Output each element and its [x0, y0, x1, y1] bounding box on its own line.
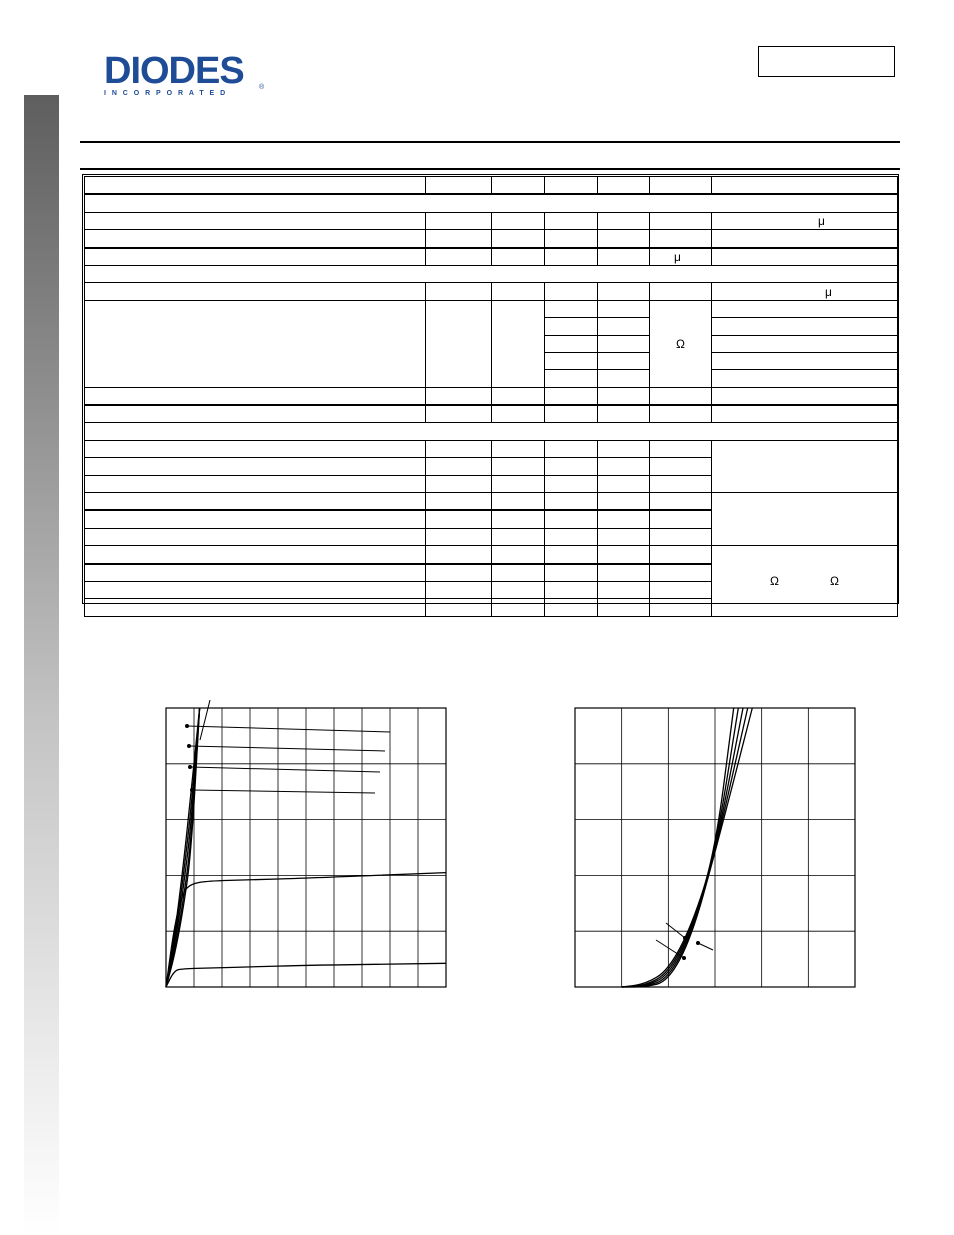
sidebar-gradient-bar — [24, 95, 59, 1235]
arrow-head — [185, 724, 189, 728]
micro-symbol: μ — [825, 284, 832, 299]
series-line — [166, 708, 200, 987]
table-row — [85, 230, 898, 248]
micro-symbol: μ — [818, 213, 825, 228]
part-number-box — [758, 46, 895, 77]
electrical-characteristics-table — [84, 176, 898, 617]
series-line — [622, 708, 753, 987]
section-row-dynamic — [85, 423, 898, 440]
arrow-head — [188, 765, 192, 769]
table-row — [85, 405, 898, 423]
header-rule-bottom — [80, 168, 900, 170]
chart-series-group — [622, 708, 753, 987]
series-line — [166, 708, 200, 987]
annotation-arrow — [666, 923, 685, 938]
table-row — [85, 300, 898, 317]
arrow-head — [696, 941, 700, 945]
arrow-head — [683, 936, 687, 940]
section-row-off — [85, 194, 898, 212]
table-row — [85, 493, 898, 511]
annotation-arrow — [187, 726, 390, 732]
omega-symbol: Ω — [830, 573, 839, 588]
annotation-arrow — [200, 700, 210, 740]
header-rule-top — [80, 141, 900, 143]
table-row — [85, 387, 898, 405]
series-line — [166, 708, 200, 987]
chart-grid — [166, 708, 446, 987]
arrow-head — [190, 788, 194, 792]
annotation-arrow — [189, 746, 385, 751]
table-row — [85, 283, 898, 300]
chart-annotations — [185, 700, 390, 793]
series-line — [166, 708, 200, 987]
diodes-logo — [104, 50, 265, 97]
table-row — [85, 546, 898, 564]
annotation-arrow — [192, 790, 375, 793]
logo-wordmark: DIODES — [104, 50, 244, 92]
series-line — [622, 708, 739, 987]
transfer-characteristics-chart — [568, 700, 868, 1000]
table-header-row — [85, 177, 898, 195]
series-line — [622, 708, 734, 987]
arrow-head — [682, 956, 686, 960]
omega-symbol: Ω — [676, 336, 685, 351]
section-row-on — [85, 265, 898, 282]
table-row — [85, 248, 898, 266]
logo-tagline: INCORPORATED — [104, 90, 232, 97]
annotation-arrow — [698, 943, 713, 950]
omega-symbol: Ω — [770, 573, 779, 588]
annotation-arrow — [190, 767, 380, 772]
table-row — [85, 212, 898, 229]
output-characteristics-chart — [160, 700, 460, 1000]
arrow-head — [187, 744, 191, 748]
micro-symbol: μ — [674, 249, 681, 264]
series-line — [166, 708, 200, 987]
registered-mark: ® — [259, 84, 265, 91]
table-row — [85, 440, 898, 457]
